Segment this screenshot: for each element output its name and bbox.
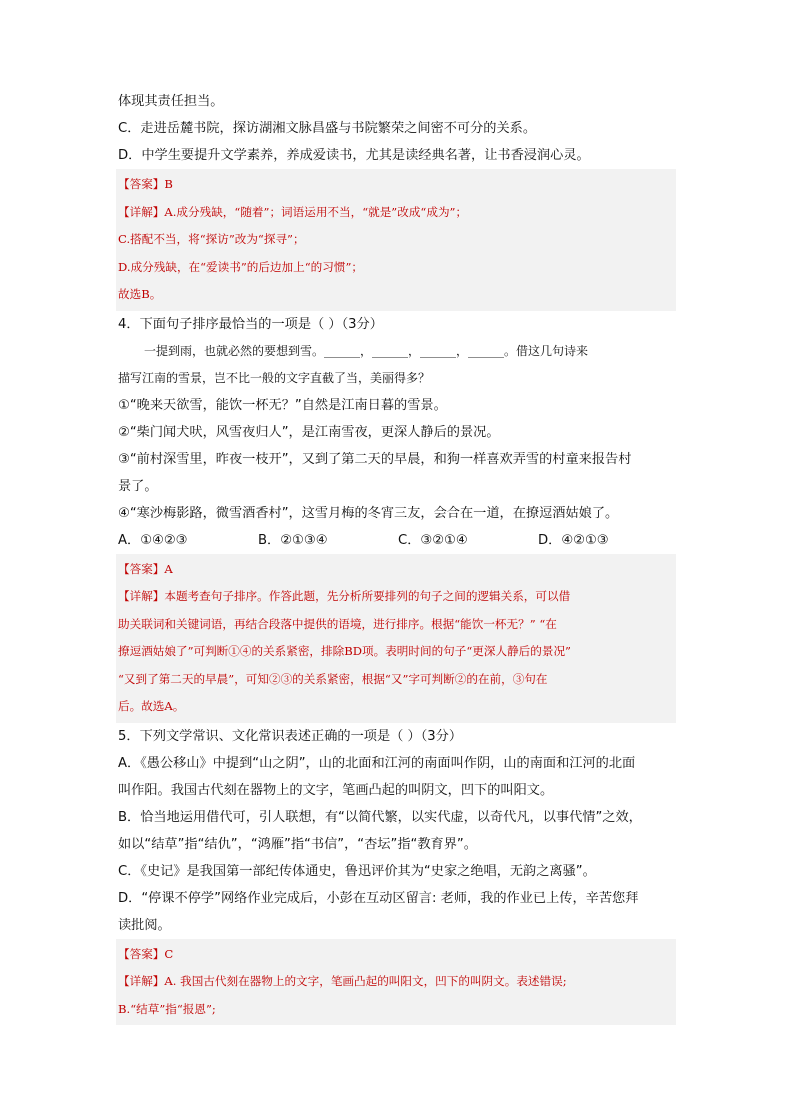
answer-box-q3 [116, 169, 676, 311]
q5-stem: 5．下列文学常识、文化常识表述正确的一项是（ ）（3分） [118, 728, 463, 744]
answer-q5: 【答案】C [118, 946, 174, 961]
detail-q4-line3: 撩逗酒姑娘了”可判断①④的关系紧密，排除BD项。表明时间的句子“更深人静后的景况” [118, 644, 571, 658]
q4-sentence-4: ④“寒沙梅影路，微雪酒香村”，这雪月梅的冬宵三友，会合在一道，在撩逗酒姑娘了。 [118, 505, 619, 521]
q4-option-a: A．①④②③ [118, 532, 188, 548]
q5-option-b-line2: 如以“结草”指“结仇”，“鸿雁”指“书信”，“杏坛”指“教育界”。 [118, 836, 477, 852]
q4-sentence-2: ②“柴门闻犬吠，风雪夜归人”，是江南雪夜，更深人静后的景况。 [118, 424, 500, 440]
detail-q4-line5: 后。故选A。 [118, 699, 185, 713]
q4-passage-line1: 一提到雨，也就必然的要想到雪。______，______，______，______。借这几句诗来 [144, 343, 589, 358]
answer-box-q4 [116, 554, 676, 723]
q3-line-tail: 体现其责任担当。 [118, 94, 224, 109]
answer-box-q5 [116, 939, 676, 1026]
q5-option-d-line2: 读批阅。 [118, 917, 171, 933]
detail-q3-line4: 故选B。 [118, 287, 162, 301]
detail-q5-line2: B.“结草”指“报恩”; [118, 1001, 216, 1016]
answer-q3: 【答案】B [118, 177, 173, 191]
answer-q4: 【答案】A [118, 561, 173, 576]
q4-option-d: D．④②①③ [538, 532, 609, 548]
q5-option-d-line1: D．“停课不停学”网络作业完成后，小彭在互动区留言: 老师，我的作业已上传，辛苦您拜 [118, 890, 639, 906]
q4-passage-line2: 描写江南的雪景，岂不比一般的文字直截了当，美丽得多？ [118, 370, 431, 385]
detail-q5-line1: 【详解】A. 我国古代刻在器物上的文字，笔画凸起的叫阳文，凹下的叫阴文。表述错误; [118, 974, 567, 988]
q5-option-a-line2: 叫作阳。我国古代刻在器物上的文字，笔画凸起的叫阴文，凹下的叫阳文。 [118, 782, 554, 798]
q3-option-c: C．走进岳麓书院，探访湖湘文脉昌盛与书院繁荣之间密不可分的关系。 [118, 121, 537, 136]
q4-sentence-3a: ③“前村深雪里，昨夜一枝开”，又到了第二天的早晨，和狗一样喜欢弄雪的村童来报告村 [118, 451, 632, 467]
detail-q4-line2: 助关联词和关键词语，再结合段落中提供的语境，进行排序。根据“能饮一杯无？” “在 [118, 616, 557, 631]
q4-sentence-3b: 景了。 [118, 478, 158, 494]
detail-q4-line4: “又到了第二天的早晨”，可知②③的关系紧密，根据“又”字可判断②的在前，③句在 [118, 671, 548, 686]
q5-option-b-line1: B．恰当地运用借代可，引人联想，有“以简代繁，以实代虚，以奇代凡，以事代情”之效， [118, 809, 642, 825]
q4-sentence-1: ①“晚来天欲雪，能饮一杯无？”自然是江南日暮的雪景。 [118, 397, 447, 413]
document-page [118, 88, 678, 1025]
detail-q3-line2: C.搭配不当，将“探访”改为“探寻”； [118, 232, 305, 246]
detail-q3-line3: D.成分残缺，在“爱读书”的后边加上“的习惯”； [118, 259, 363, 274]
q4-option-b: B．②①③④ [258, 532, 328, 548]
q4-options [118, 527, 678, 554]
q3-option-d: D．中学生要提升文学素养，养成爱读书，尤其是读经典名著，让书香浸润心灵。 [118, 148, 590, 163]
q5-option-c: C．《史记》是我国第一部纪传体通史，鲁迅评价其为“史家之绝唱，无韵之离骚”。 [118, 863, 596, 879]
detail-q3-line1: 【详解】A.成分残缺，“随着”；词语运用不当，“就是”改成“成为”； [118, 204, 468, 219]
detail-q4-line1: 【详解】本题考查句子排序。作答此题，先分析所要排列的句子之间的逻辑关系，可以借 [118, 589, 571, 603]
q5-option-a-line1: A．《愚公移山》中提到“山之阴”，山的北面和江河的南面叫作阴，山的南面和江河的北面 [118, 755, 636, 771]
q4-option-c: C．③②①④ [398, 532, 468, 548]
q4-stem: 4．下面句子排序最恰当的一项是（ ）（3分） [118, 316, 383, 332]
